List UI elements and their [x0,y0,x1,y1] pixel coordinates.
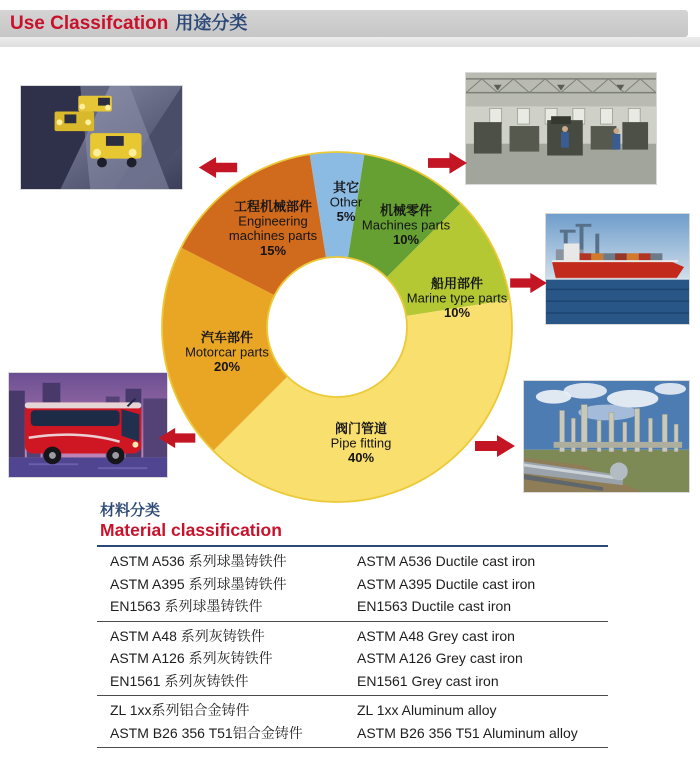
material-title-zh: 材料分类 [100,502,161,519]
material-en: ASTM A395 Ductile cast iron [357,575,536,592]
material-row [110,573,608,596]
arrow-right-icon [509,272,548,294]
material-title-en: Material classification [100,520,282,540]
material-zh: EN1563 系列球墨铸铁件 [110,598,263,614]
slice-label-other: 其它 Other 5% [329,180,363,225]
material-en: EN1563 Ductile cast iron [357,598,512,614]
materials-table [97,545,608,748]
arrow-left-icon [197,156,239,179]
material-zh: ZL 1xx系列铝合金铸件 [110,702,250,718]
slice-label-pipe-fitting: 阀门管道 Pipe fitting 40% [330,421,392,466]
materials-group-aluminum [97,695,608,747]
donut-rim [267,257,407,397]
slice-label-engineering-machines-parts: 工程机械部件 Engineering machines parts 15% [228,199,318,258]
photo-oil-refinery [523,380,690,493]
material-zh: ASTM A48 系列灰铸铁件 [110,627,265,644]
material-zh: ASTM A126 系列灰铸铁件 [110,650,273,666]
photo-machine-workshop [465,72,657,185]
material-row [110,722,608,745]
slice-label-motorcar-parts: 汽车部件 Motorcar parts 20% [185,330,269,375]
slice-label-marine-type-parts: 船用部件 Marine type parts 10% [406,276,508,321]
material-en: EN1561 Grey cast iron [357,672,499,689]
material-row [110,647,608,670]
arrow-right-icon [428,151,467,175]
photo-coach-bus [8,372,168,478]
photo-cargo-ship [545,213,690,325]
material-row [110,625,608,648]
material-zh: EN1561 系列灰铸铁件 [110,672,249,689]
material-zh: ASTM A536 系列球墨铸铁件 [110,553,287,569]
slice-label-machines-parts: 机械零件 Machines parts 10% [361,203,451,248]
material-zh: ASTM B26 356 T51铝合金铸件 [110,724,303,741]
arrow-right-icon [475,434,515,458]
page-title-en: Use Classifcation [10,13,169,34]
material-en: ASTM A48 Grey cast iron [357,627,515,644]
materials-group-grey [97,621,608,696]
material-en: ASTM B26 356 T51 Aluminum alloy [357,724,578,741]
material-row [110,699,608,722]
material-en: ZL 1xx Aluminum alloy [357,702,497,718]
photo-construction-machinery [20,85,183,190]
material-zh: ASTM A395 系列球墨铸铁件 [110,575,287,592]
material-en: ASTM A536 Ductile cast iron [357,553,536,569]
material-row [110,550,608,573]
page-title-zh: 用途分类 [175,13,248,33]
material-en: ASTM A126 Grey cast iron [357,650,523,666]
material-row [110,595,608,618]
material-row [110,670,608,693]
material-section-header [100,501,282,541]
arrow-left-icon [157,427,197,449]
materials-group-ductile [97,545,608,621]
